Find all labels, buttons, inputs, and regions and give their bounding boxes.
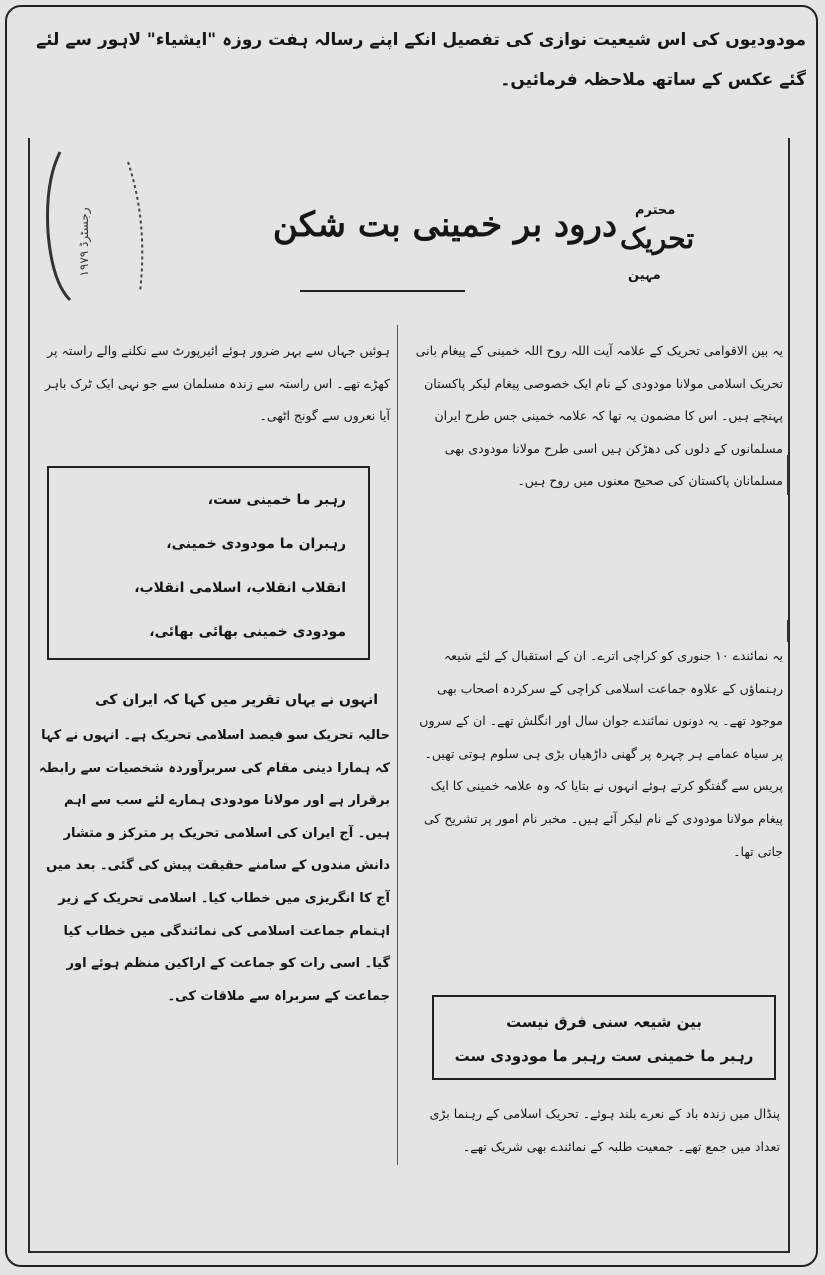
stamp-text: رجسٹرڈ ۱۹۷۹ [77,207,91,277]
tag-top: محترم [635,203,676,218]
registration-stamp [40,142,152,307]
tag-bottom: مہین [628,268,661,283]
column-divider [397,325,398,1165]
box-line-2: رہبر ما خمینی ست رہبر ما مودودی ست [454,1047,754,1065]
slogan-box-right [432,995,776,1080]
slogan: انقلاب انقلاب، اسلامی انقلاب، [134,580,346,596]
side-mark [787,455,789,495]
tag-main: تحریک [620,222,695,255]
slogan: مودودی خمینی بھائی بھائی، [149,624,346,640]
left-subhead: انہوں نے یہاں تقریر میں کہا کہ ایران کی [95,692,378,708]
box-line-1: بین شیعہ سنی فرق نیست [506,1013,702,1031]
left-para-1: ہوئیں جہاں سے بہر ضرور ہوئے ائیرپورٹ سے نکلنے والے راستہ پر کھڑے تھے۔ اس راستہ سے زندہ مسلمان سے جو نہی ایک ٹرک باہر آیا نعروں سے گونج اٹھی۔ [44,343,390,424]
left-para-2: حالیہ تحریک سو فیصد اسلامی تحریک ہے۔ انہوں نے کہا کہ ہمارا دینی مقام کی سربرآوردہ شخصیات سے رابطہ برقرار ہے اور مولانا مودودی ہمارے لئے سب سے اہم ہیں۔ آج ایران کی اسلامی تحریک پر مترکز و متشار دانش مندوں کے سامنے حقیقت پیش کی گئی۔ بعد میں آج کا انگریزی میں خطاب کیا۔ اسلامی تحریک کے زیر اہتمام جماعت اسلامی کی نمائندگی میں خطاب کیا گیا۔ اسی رات کو جماعت کے اراکین منظم ہوئے اور جماعت کے سربراہ سے ملاقات کی۔ [39,728,390,1004]
headline-underline [300,290,465,292]
headline: درود بر خمینی بت شکن [272,205,618,245]
slogan-box-left [47,466,370,660]
right-para-2: یہ نمائندے ۱۰ جنوری کو کراچی اترے۔ ان کے استقبال کے لئے شیعہ رہنماؤں کے علاوہ جماعت اسلامی کراچی کے سرکردہ اصحاب بھی موجود تھے۔ یہ دونوں نمائندے جوان سال اور انگلش تھے۔ ان کے سروں پر سیاہ عمامے ہر چہرہ پر گھنی داڑھیاں بڑی ہی سلوم ہوتی تھیں۔ پریس سے گفتگو کرتے ہوئے انہوں نے بتایا کہ وہ علامہ خمینی کا ایک پیغام مولانا مودودی کے نام لیکر آئے ہیں۔ مخبر نام امور پر تشریح کی جاتی تھا۔ [419,648,783,859]
intro-paragraph: مودودیوں کی اس شیعیت نوازی کی تفصیل انکے اپنے رسالہ ہفت روزہ "ایشیاء" لاہور سے لئے گئے عکس کے ساتھ ملاحظہ فرمائیں۔ [36,30,806,90]
right-para-1: یہ بین الاقوامی تحریک کے علامہ آیت اللہ روح اللہ خمینی کے پیغام بانی تحریک اسلامی مولانا مودودی کے نام ایک خصوصی پیغام لیکر پاکستان پہنچے ہیں۔ اس کا مضمون یہ تھا کہ علامہ خمینی جس طرح ایران مسلمانوں کے دلوں کی دھڑکن ہیں اسی طرح مولانا مودودی بھی مسلمانان پاکستان کی صحیح معنوں میں روح ہیں۔ [415,343,783,489]
slogan: رہبران ما مودودی خمینی، [166,536,346,552]
side-mark [787,620,789,642]
right-para-3: پنڈال میں زندہ باد کے نعرے بلند ہوئے۔ تحریک اسلامی کے رہنما بڑی تعداد میں جمع تھے۔ جمعیت طلبہ کے نمائندے بھی شریک تھے۔ [429,1106,780,1154]
slogan: رہبر ما خمینی ست، [207,492,346,508]
